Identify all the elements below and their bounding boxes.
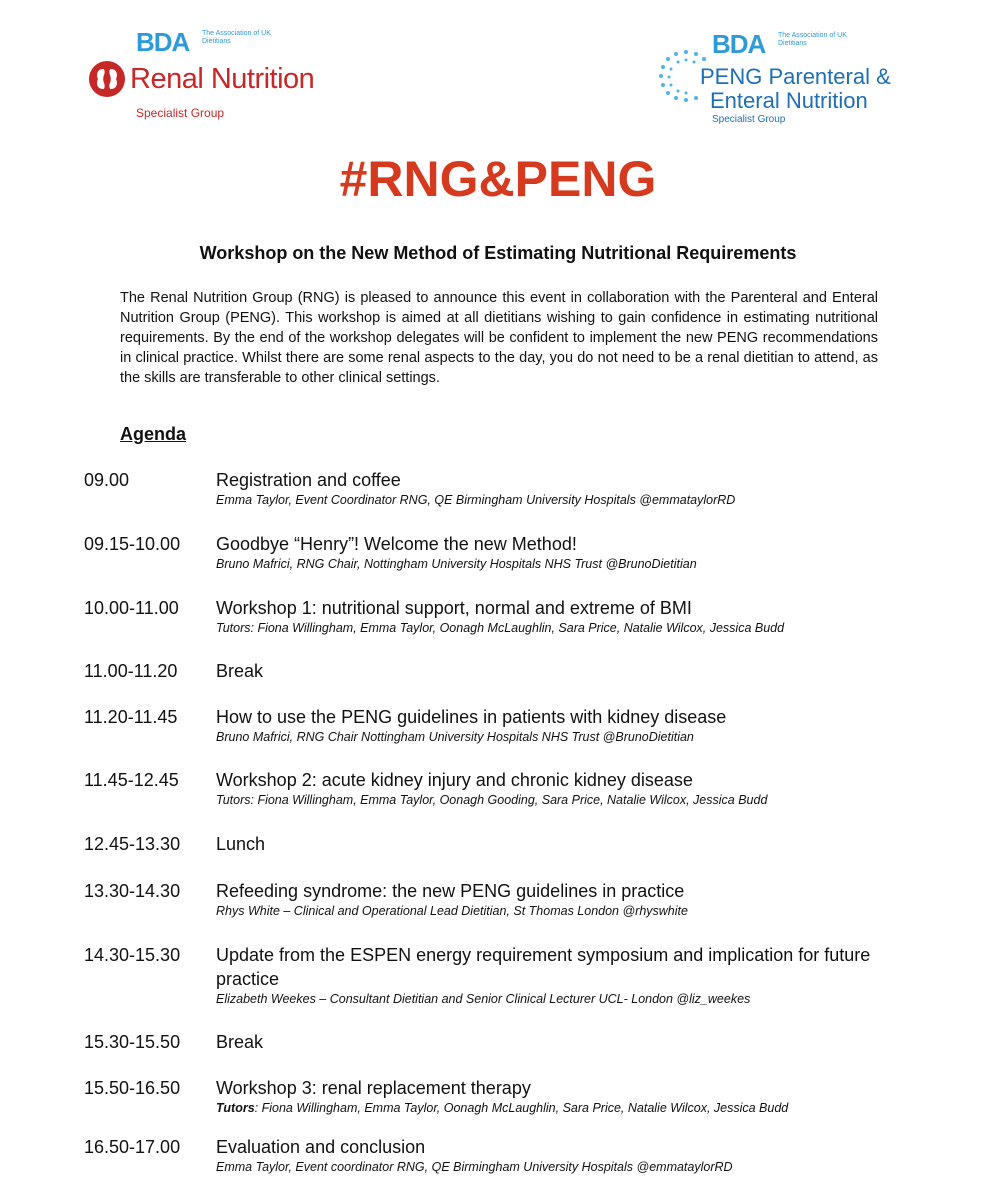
tutors-label: Tutors (216, 1101, 255, 1115)
peng-title-line1: PENG Parenteral & (700, 64, 891, 89)
agenda-speaker: Bruno Mafrici, RNG Chair Nottingham University Hospitals NHS Trust @BrunoDietitian (216, 730, 694, 744)
agenda-speaker: Emma Taylor, Event coordinator RNG, QE Birmingham University Hospitals @emmataylorRD (216, 1160, 733, 1174)
workshop-title: Workshop on the New Method of Estimating Nutritional Requirements (199, 243, 797, 263)
renal-nutrition-logo (88, 26, 348, 126)
agenda-title: Registration and coffee (216, 470, 401, 490)
bda-logo-left (136, 27, 271, 57)
renal-nutrition-subtitle: Specialist Group (136, 106, 225, 120)
event-hashtag: #RNG&PENG (339, 151, 657, 207)
agenda-speaker: Rhys White – Clinical and Operational Lead Dietitian, St Thomas London @rhyswhite (216, 904, 688, 918)
agenda-title: Workshop 2: acute kidney injury and chronic kidney disease (216, 770, 693, 790)
agenda-time: 15.50-16.50 (84, 1078, 181, 1098)
agenda-time: 15.30-15.50 (84, 1032, 181, 1052)
peng-title-line2: Enteral Nutrition (710, 88, 868, 113)
agenda-title: Break (216, 661, 264, 681)
agenda-title: Workshop 1: nutritional support, normal and extreme of BMI (216, 598, 692, 618)
agenda-heading: Agenda (120, 424, 187, 444)
agenda-speaker: Bruno Mafrici, RNG Chair, Nottingham University Hospitals NHS Trust @BrunoDietitian (216, 557, 697, 571)
agenda-time: 09.00 (84, 470, 130, 490)
renal-nutrition-title: Renal Nutrition (130, 63, 315, 95)
agenda-title: Refeeding syndrome: the new PENG guidelines in practice (216, 881, 685, 901)
agenda-time: 11.20-11.45 (84, 707, 178, 727)
agenda-speaker (216, 1100, 788, 1116)
intro-paragraph: The Renal Nutrition Group (RNG) is pleased to announce this event in collaboration with the Parenteral and Enteral Nutrition Group (PENG). This workshop is aimed at all dietitians wishing to gain confidence in estimating nutritional requirements. By the end of the workshop delegates will be confident to implement the new PENG recommendations in clinical practice. Whilst there are some renal aspects to the day, you do not need to be a renal dietitian to attend, as the skills are transferable to other clinical settings. (120, 290, 878, 386)
peng-logo (658, 30, 918, 130)
agenda-time: 13.30-14.30 (84, 881, 181, 901)
agenda-title: Lunch (216, 834, 266, 854)
agenda-speaker: Tutors: Fiona Willingham, Emma Taylor, Oonagh McLaughlin, Sara Price, Natalie Wilcox, Jessica Budd (216, 621, 785, 635)
agenda-time: 12.45-13.30 (84, 834, 181, 854)
agenda-time: 10.00-11.00 (84, 598, 179, 618)
tutors-names: : Fiona Willingham, Emma Taylor, Oonagh McLaughlin, Sara Price, Natalie Wilcox, Jessica Budd (254, 1101, 789, 1115)
bda-subtext: The Association of UK Dietitians (202, 30, 271, 45)
bda-subtext: The Association of UK Dietitians (778, 32, 847, 47)
agenda-speaker: Elizabeth Weekes – Consultant Dietitian and Senior Clinical Lecturer UCL- London @liz_weekes (216, 992, 751, 1006)
peng-subtitle: Specialist Group (712, 114, 786, 125)
agenda-speaker: Tutors: Fiona Willingham, Emma Taylor, Oonagh Gooding, Sara Price, Natalie Wilcox, Jessica Budd (216, 793, 768, 807)
agenda-time: 16.50-17.00 (84, 1137, 181, 1157)
agenda-title: Update from the ESPEN energy requirement symposium and implication for future practice (216, 945, 871, 989)
agenda-time: 11.45-12.45 (84, 770, 179, 790)
agenda-title: How to use the PENG guidelines in patients with kidney disease (216, 707, 727, 727)
bda-text: BDA (136, 27, 190, 57)
kidney-icon (88, 60, 126, 98)
bda-logo-right (712, 29, 847, 59)
agenda-time: 14.30-15.30 (84, 945, 181, 965)
agenda-title: Goodbye “Henry”! Welcome the new Method! (216, 534, 577, 554)
bda-text: BDA (712, 29, 766, 59)
agenda-title: Break (216, 1032, 264, 1052)
agenda-speaker: Emma Taylor, Event Coordinator RNG, QE Birmingham University Hospitals @emmataylorRD (216, 493, 736, 507)
agenda-time: 09.15-10.00 (84, 534, 181, 554)
agenda-title: Workshop 3: renal replacement therapy (216, 1078, 531, 1098)
agenda-time: 11.00-11.20 (84, 661, 178, 681)
agenda-title: Evaluation and conclusion (216, 1137, 426, 1157)
